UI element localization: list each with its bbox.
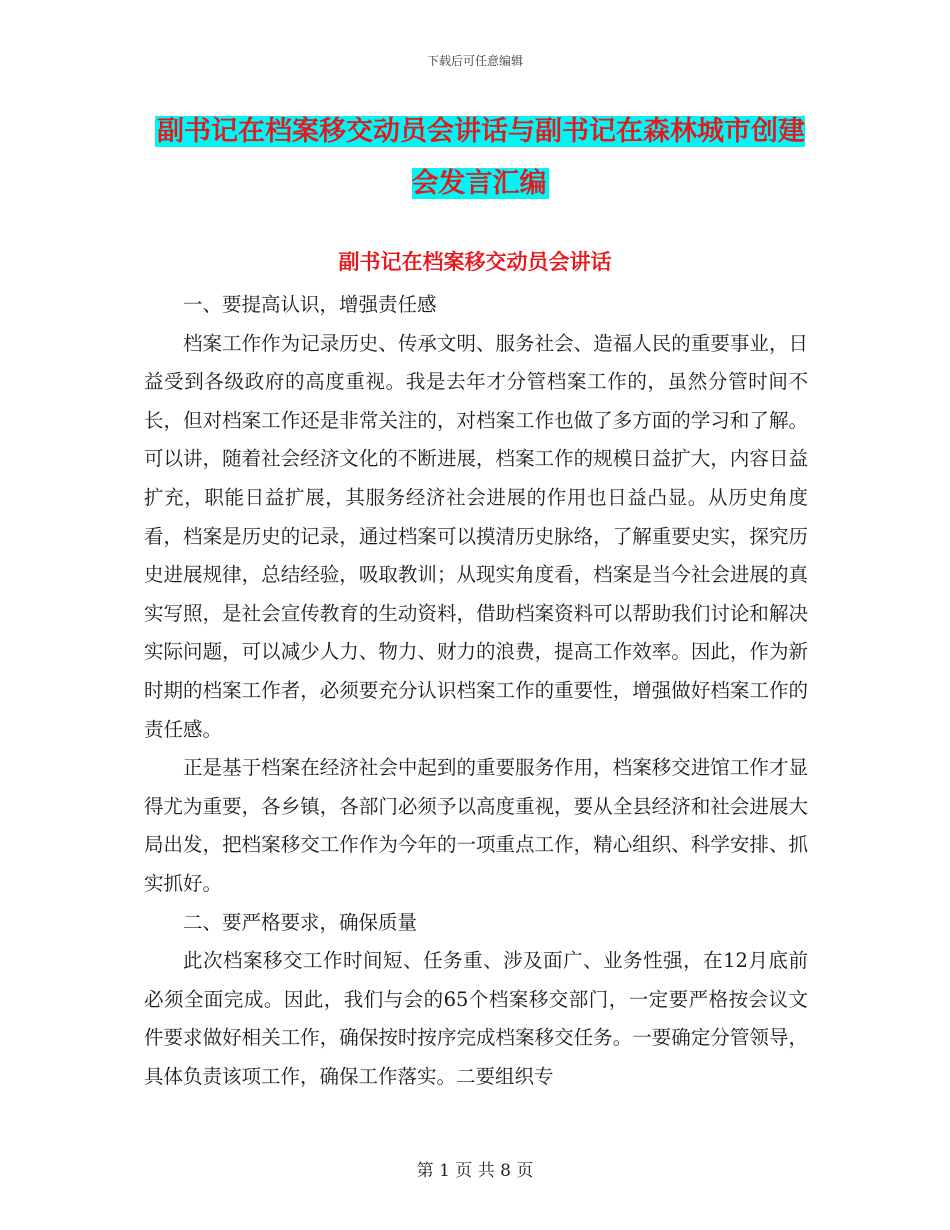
page-footer-number: 第 1 页 共 8 页 xyxy=(416,1161,534,1181)
body-paragraph-2: 正是基于档案在经济社会中起到的重要服务作用，档案移交进馆工作才显得尤为重要，各乡镇，各部门必须予以高度重视，要从全县经济和社会进展大局出发，把档案移交工作作为今年的一项重点工作，精心组织、科学安排、抓实抓好。 xyxy=(144,756,808,895)
page-header-note: 下载后可任意编辑 xyxy=(426,54,523,68)
body-paragraph-3: 此次档案移交工作时间短、任务重、涉及面广、业务性强，在12月底前必须全面完成。因此，我们与会的65个档案移交部门，一定要严格按会议文件要求做好相关工作，确保按时按序完成档案移交任务。一要确定分管领导，具体负责该项工作，确保工作落实。二要组织专 xyxy=(144,949,808,1088)
heading-paragraph-1: 一、要提高认识，增强责任感 xyxy=(183,293,437,316)
document-title-text: 副书记在档案移交动员会讲话与副书记在森林城市创建会发言汇编 xyxy=(157,116,805,199)
document-body xyxy=(144,286,808,1096)
document-title xyxy=(146,106,814,210)
heading-paragraph-2: 二、要严格要求，确保质量 xyxy=(183,910,418,934)
body-paragraph-1: 档案工作作为记录历史、传承文明、服务社会、造福人民的重要事业，日益受到各级政府的高度重视。我是去年才分管档案工作的，虽然分管时间不长，但对档案工作还是非常关注的，对档案工作也做了多方面的学习和了解。可以讲，随着社会经济文化的不断进展，档案工作的规模日益扩大，内容日益扩充，职能日益扩展，其服务经济社会进展的作用也日益凸显。从历史角度看，档案是历史的记录，通过档案可以摸清历史脉络，了解重要史实，探究历史进展规律，总结经验，吸取教训；从现实角度看，档案是当今社会进展的真实写照，是社会宣传教育的生动资料，借助档案资料可以帮助我们讨论和解决实际问题，可以减少人力、物力、财力的浪费，提高工作效率。因此，作为新时期的档案工作者，必须要充分认识档案工作的重要性，增强做好档案工作的责任感。 xyxy=(144,331,808,741)
section-title: 副书记在档案移交动员会讲话 xyxy=(338,250,612,274)
